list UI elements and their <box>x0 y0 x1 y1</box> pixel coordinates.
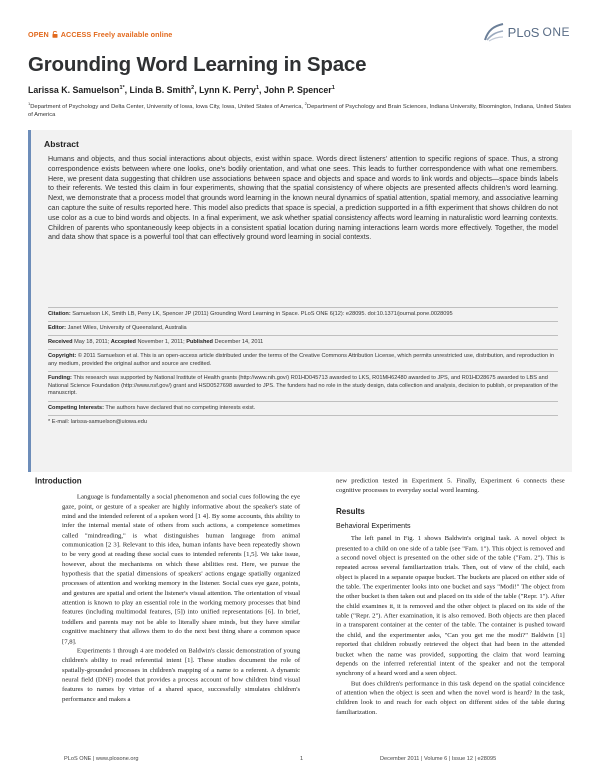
access-label: ACCESS <box>60 30 92 39</box>
affiliation-text: Department of Psychology and Brain Sciences, Indiana University, Bloomington, Indiana, United States of America <box>28 103 572 119</box>
logo-plos-text: PLoS <box>507 24 540 40</box>
freely-available-label: Freely available online <box>93 30 173 39</box>
email-link[interactable]: larissa-samuelson@uiowa.edu <box>70 419 147 425</box>
copyright-label: Copyright: <box>48 353 77 359</box>
paragraph: But does children's performance in this task depend on the spatial coincidence of attention when the object is seen and when the novel word is heard? In the task, children look to and reach for each object on different sides of the table during familiarization. <box>336 679 565 716</box>
open-access-banner <box>28 30 172 39</box>
funding <box>48 375 558 398</box>
divider <box>48 307 558 308</box>
affiliation-text: Department of Psychology and Delta Center, University of Iowa, Iowa City, Iowa, United States of America, <box>30 103 304 110</box>
open-lock-icon <box>52 31 58 38</box>
paragraph: Experiments 1 through 4 are modeled on Baldwin's classic demonstration of young children's ability to read referential intent [1]. These studies document the role of spatially-grounded processes in children's mapping of a name to a referent. A dynamic neural field (DNF) model that provides a process account of how children bind visual features to names by virtue of a shared space, successfully simulates children's performance and makes a <box>62 646 301 703</box>
footer-page-number: 1 <box>300 756 304 762</box>
paragraph: Language is fundamentally a social phenomenon and social cues following the eye gaze, point, or gesture of a speaker are highly informative about the speaker's state of mind and the intended referent of a spoken word [1 4]. By some accounts, this ability to infer the internal mental state of others from such actions, a competence sometimes called "mindreading," is what distinguishes human language from animal communication [2 3]. Relevant to this idea, human infants have been repeatedly shown to be very good at reading these social cues to intended referents [1,5]. We take issue, however, about the mechanisms on which these abilities rest. Here, we pursue the hypothesis that the spatial dimensions of speakers' actions engage spatially organized processes of attention and working memory in the listener. Social cues eye gaze, points, and gestures are spatial and orient the listener's visual attention. The orientation of visual attention is known to play an essential role in the working memory processes that bind features (including multimodal features, [5]) into unified representations [6]. In brief, toddlers and parents may not be able to literally share minds, but they have similar cognitive machinery that allows them to do the next best thing share a common space [7,8]. <box>62 493 301 645</box>
copyright-text: © 2011 Samuelson et al. This is an open-access article distributed under the terms of the Creative Commons Attribution License, which permits unrestricted use, distribution, and reproduction in any medium, provided the original author and source are credited. <box>48 353 555 367</box>
competing-label: Competing Interests: <box>48 405 104 411</box>
dates <box>48 339 558 347</box>
page-title: Grounding Word Learning in Space <box>28 53 367 76</box>
left-column <box>35 476 301 704</box>
received-date: May 18, 2011; <box>74 339 110 345</box>
affiliation-marker: 1 <box>28 101 31 106</box>
received-label: Received <box>48 339 73 345</box>
open-label: OPEN <box>28 30 49 39</box>
section-heading: Results <box>336 506 365 516</box>
affiliations <box>28 100 576 120</box>
funding-label: Funding: <box>48 375 72 381</box>
author-name[interactable]: Larissa K. Samuelson <box>28 85 120 95</box>
author-affiliation-marker: 1 <box>331 85 335 92</box>
editor <box>48 325 558 333</box>
author-affiliation-marker: 1* <box>119 85 125 92</box>
abstract-heading: Abstract <box>44 139 79 149</box>
competing-interests <box>48 405 558 413</box>
author-name[interactable]: Lynn K. Perry <box>199 85 256 95</box>
plos-one-logo[interactable] <box>483 22 570 42</box>
author-list: Larissa K. Samuelson$^{1*}$, Linda B. Smith$^2$, Lynn K. Perry$^1$, John P. Spencer$^1$ <box>28 85 335 95</box>
citation-label: Citation: <box>48 311 71 317</box>
section-heading: Introduction <box>35 476 82 486</box>
author-affiliation-marker: 1 <box>255 85 260 92</box>
footer-issue: December 2011 | Volume 6 | Issue 12 | e28095 <box>380 756 497 762</box>
accepted-date: November 1, 2011; <box>137 339 185 345</box>
paragraph: new prediction tested in Experiment 5. Finally, Experiment 6 connects these cognitive processes to everyday social word learning. <box>336 476 565 494</box>
published-label: Published <box>186 339 213 345</box>
citation-text[interactable]: Samuelson LK, Smith LB, Perry LK, Spencer JP (2011) Grounding Word Learning in Space. PLoS ONE 6(12): e28095. doi:10.1371/journal.pone.0028095 <box>72 311 453 317</box>
author-affiliation-marker: 2 <box>191 85 195 92</box>
divider <box>48 321 558 322</box>
email-label: * E-mail: <box>48 419 70 425</box>
subsection-heading: Behavioral Experiments <box>336 521 411 530</box>
author-name[interactable]: John P. Spencer <box>263 85 332 95</box>
plos-logo-icon <box>483 22 505 42</box>
footer-journal[interactable]: PLoS ONE | www.plosone.org <box>64 756 139 762</box>
affiliation-marker: 2 <box>304 101 307 106</box>
published-date: December 14, 2011 <box>214 339 264 345</box>
email <box>48 419 558 427</box>
divider <box>48 371 558 372</box>
divider <box>48 401 558 402</box>
accepted-label: Accepted <box>110 339 136 345</box>
divider <box>48 415 558 416</box>
competing-text: The authors have declared that no competing interests exist. <box>105 405 256 411</box>
funding-text: This research was supported by National Institute of Health grants (http://www.nih.gov/) R01HD045713 awarded to LKS, R01MH62480 awarded to JPS, and R01HD28675 awarded to LBS and National Science Foundation (http://www.nsf.gov/) grant and HSD0527698 awarded to JPS. The funders had no role in the study design, data collection and analysis, decision to publish, or preparation of the manuscript. <box>48 375 558 397</box>
editor-text: Janet Wiles, University of Queensland, Australia <box>67 325 187 331</box>
divider <box>48 349 558 350</box>
divider <box>48 335 558 336</box>
abstract-text: Humans and objects, and thus social interactions about objects, exist within space. Words direct listeners' attention to specific regions of space. Thus, a strong correspondence exists between where one looks, one's bodily orientation, and what one sees. This leads to further correspondence with what one remembers. Here, we present data suggesting that children use associations between space and objects and space and words to link words and objects—space binds labels to their referents. We tested this claim in four experiments, showing that the spatial consistency of where objects are presented affects children's word learning. Next, we demonstrate that a process model that grounds word learning in the known neural dynamics of spatial attention, spatial memory, and associative learning can capture the suite of results reported here. This model also predicts that space is special, a prediction supported in a fifth experiment that shows children do not use color as a cue to bind words and objects. In a final experiment, we ask whether spatial consistency affects word learning in naturalistic word learning contexts. Children of parents who spontaneously keep objects in a consistent spatial location during naming interactions learn words more effectively. Together, the model and data show that space is a powerful tool that can effectively ground word learning in social contexts. <box>48 155 558 242</box>
copyright <box>48 353 558 368</box>
right-column <box>336 476 565 717</box>
paragraph: The left panel in Fig. 1 shows Baldwin's original task. A novel object is presented to a child on one side of a table (see "Fam. 1"). This object is removed and a second novel object is presented on the other side of the table ("Fam. 2"). This is repeated across several familiarization trials. Then, out of view of the child, each object is placed in a separate opaque bucket. The buckets are placed on either side of the table. The experimenter looks into one bucket and says "Modi!" The object from the other bucket is then taken out and placed on its side of the table ("Repr. 1"). After the child examines it, it is removed and the other object is placed on its side of the table ("Repr. 2"). After examination, it is also removed. Both objects are then placed in a transparent container at the center of the table. The container is pushed toward the child, and the experimenter asks, "Can you get me the modi?" Baldwin [1] reported that children robustly retrieved the object that had been in the attended bucket when the name was provided, supporting the claim that word learning depends on the inferred referential intent of the speaker and not the temporal synchrony of a heard word and a seen object. <box>336 534 565 678</box>
editor-label: Editor: <box>48 325 67 331</box>
citation <box>48 311 558 319</box>
author-name[interactable]: Linda B. Smith <box>129 85 192 95</box>
logo-one-text: ONE <box>542 25 570 39</box>
